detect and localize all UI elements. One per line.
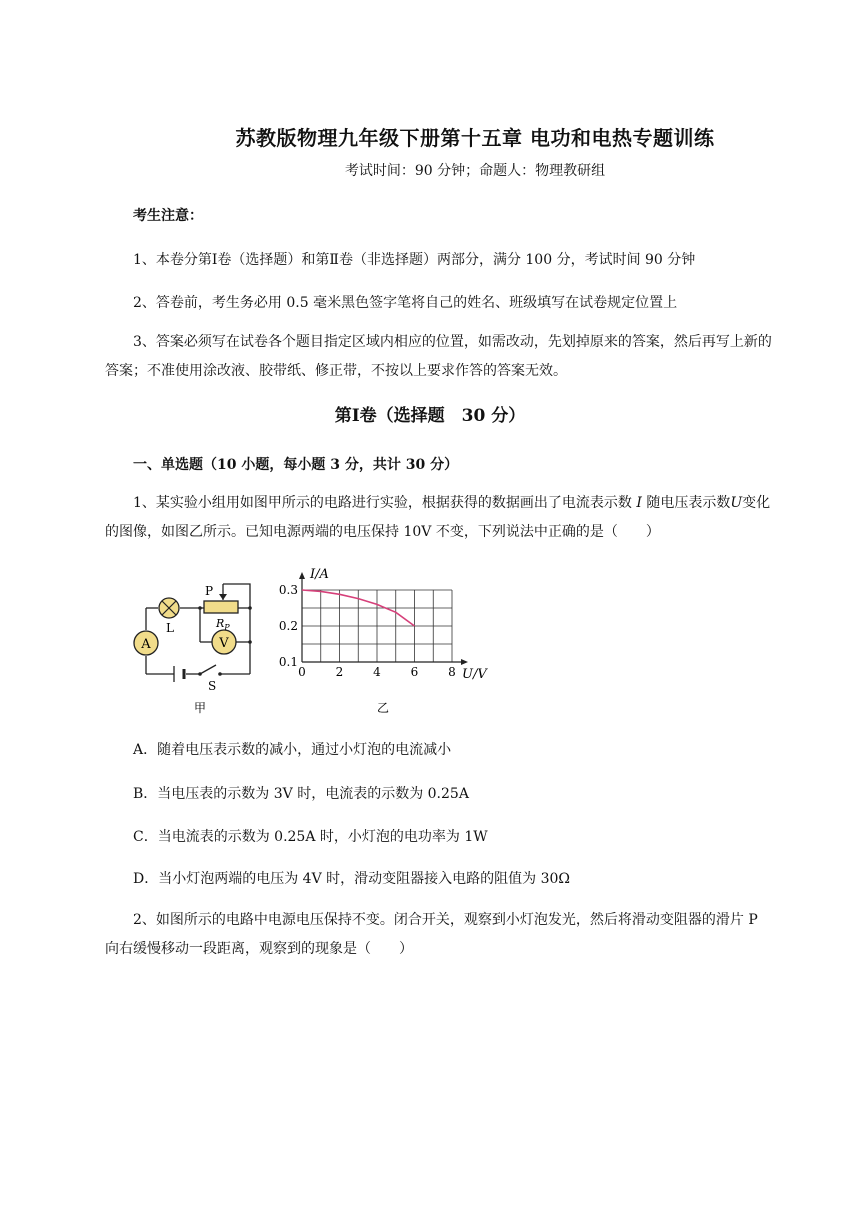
question-1-option-a: A．随着电压表示数的减小，通过小灯泡的电流减小 bbox=[133, 742, 452, 758]
chart-grid bbox=[302, 590, 452, 662]
y-tick-label: 0.1 bbox=[278, 655, 298, 669]
slider-label: P bbox=[205, 584, 214, 598]
y-tick-label: 0.2 bbox=[278, 619, 298, 633]
ammeter-label: A bbox=[141, 637, 151, 652]
y-tick-label: 0.3 bbox=[278, 583, 298, 597]
part-heading: 一、单选题（10 小题，每小题 3 分，共计 30 分） bbox=[133, 457, 459, 473]
x-tick-label: 6 bbox=[410, 665, 419, 679]
chart-axes bbox=[299, 572, 468, 665]
y-axis-label: I/A bbox=[310, 567, 329, 582]
x-tick-label: 2 bbox=[335, 665, 344, 679]
question-1-option-b: B．当电压表的示数为 3V 时，电流表的示数为 0.25A bbox=[133, 786, 469, 802]
question-1-option-c: C．当电流表的示数为 0.25A 时，小灯泡的电功率为 1W bbox=[133, 829, 488, 845]
x-tick-label: 0 bbox=[298, 665, 306, 679]
switch-label: S bbox=[208, 679, 217, 693]
resistor-label bbox=[215, 617, 230, 632]
section-title: 第Ⅰ卷（选择题 30 分） bbox=[334, 406, 526, 426]
variable-i: I bbox=[636, 495, 642, 511]
notice-item-3: 3、答案必须写在试卷各个题目指定区域内相应的位置，如需改动，先划掉原来的答案，然后再写上新的答案；不准使用涂改液、胶带纸、修正带，不按以上要求作答的答案无效。 bbox=[105, 334, 772, 379]
current-voltage-chart bbox=[278, 562, 498, 722]
notice-item-1: 1、本卷分第Ⅰ卷（选择题）和第Ⅱ卷（非选择题）两部分，满分 100 分，考试时间 90 分钟 bbox=[133, 252, 696, 268]
document-subtitle: 考试时间：90 分钟；命题人：物理教研组 bbox=[344, 163, 606, 179]
question-1-stem-b: 随电压表示数 bbox=[641, 495, 731, 511]
x-tick-label: 4 bbox=[373, 665, 381, 679]
variable-u: U bbox=[730, 495, 743, 511]
chart-caption: 乙 bbox=[376, 701, 390, 715]
notice-heading: 考生注意： bbox=[133, 208, 203, 224]
question-1-option-d: D．当小灯泡两端的电压为 4V 时，滑动变阻器接入电路的阻值为 30Ω bbox=[133, 871, 571, 887]
question-1-stem-a: 1、某实验小组用如图甲所示的电路进行实验，根据获得的数据画出了电流表示数 bbox=[133, 495, 637, 511]
chart-ticks bbox=[279, 583, 456, 679]
lamp-icon bbox=[159, 598, 179, 618]
x-axis-label: U/V bbox=[462, 667, 487, 682]
resistor-label-main: R bbox=[216, 617, 225, 630]
notice-item-2: 2、答卷前，考生务必用 0.5 毫米黑色签字笔将自己的姓名、班级填写在试卷规定位置上 bbox=[133, 295, 678, 311]
x-tick-label: 8 bbox=[448, 665, 456, 679]
circuit-caption: 甲 bbox=[193, 701, 207, 715]
lamp-label: L bbox=[166, 621, 174, 635]
y-axis-arrow bbox=[299, 572, 305, 579]
circuit-diagram bbox=[128, 570, 268, 720]
question-2-stem: 2、如图所示的电路中电源电压保持不变。闭合开关，观察到小灯泡发光，然后将滑动变阻器的滑片 P 向右缓慢移动一段距离，观察到的现象是（ ） bbox=[105, 912, 758, 957]
resistor-label-sub: P bbox=[224, 623, 230, 632]
x-axis-arrow bbox=[461, 659, 468, 665]
voltmeter-label: V bbox=[219, 636, 229, 651]
question-1-stem-c: 变化的图像，如图乙所示。已知电源两端的电压保持 10V 不变，下列说法中正确的是（ ） bbox=[105, 495, 771, 540]
question-1-stem bbox=[105, 489, 775, 547]
document-title: 苏教版物理九年级下册第十五章 电功和电热专题训练 bbox=[235, 126, 715, 150]
